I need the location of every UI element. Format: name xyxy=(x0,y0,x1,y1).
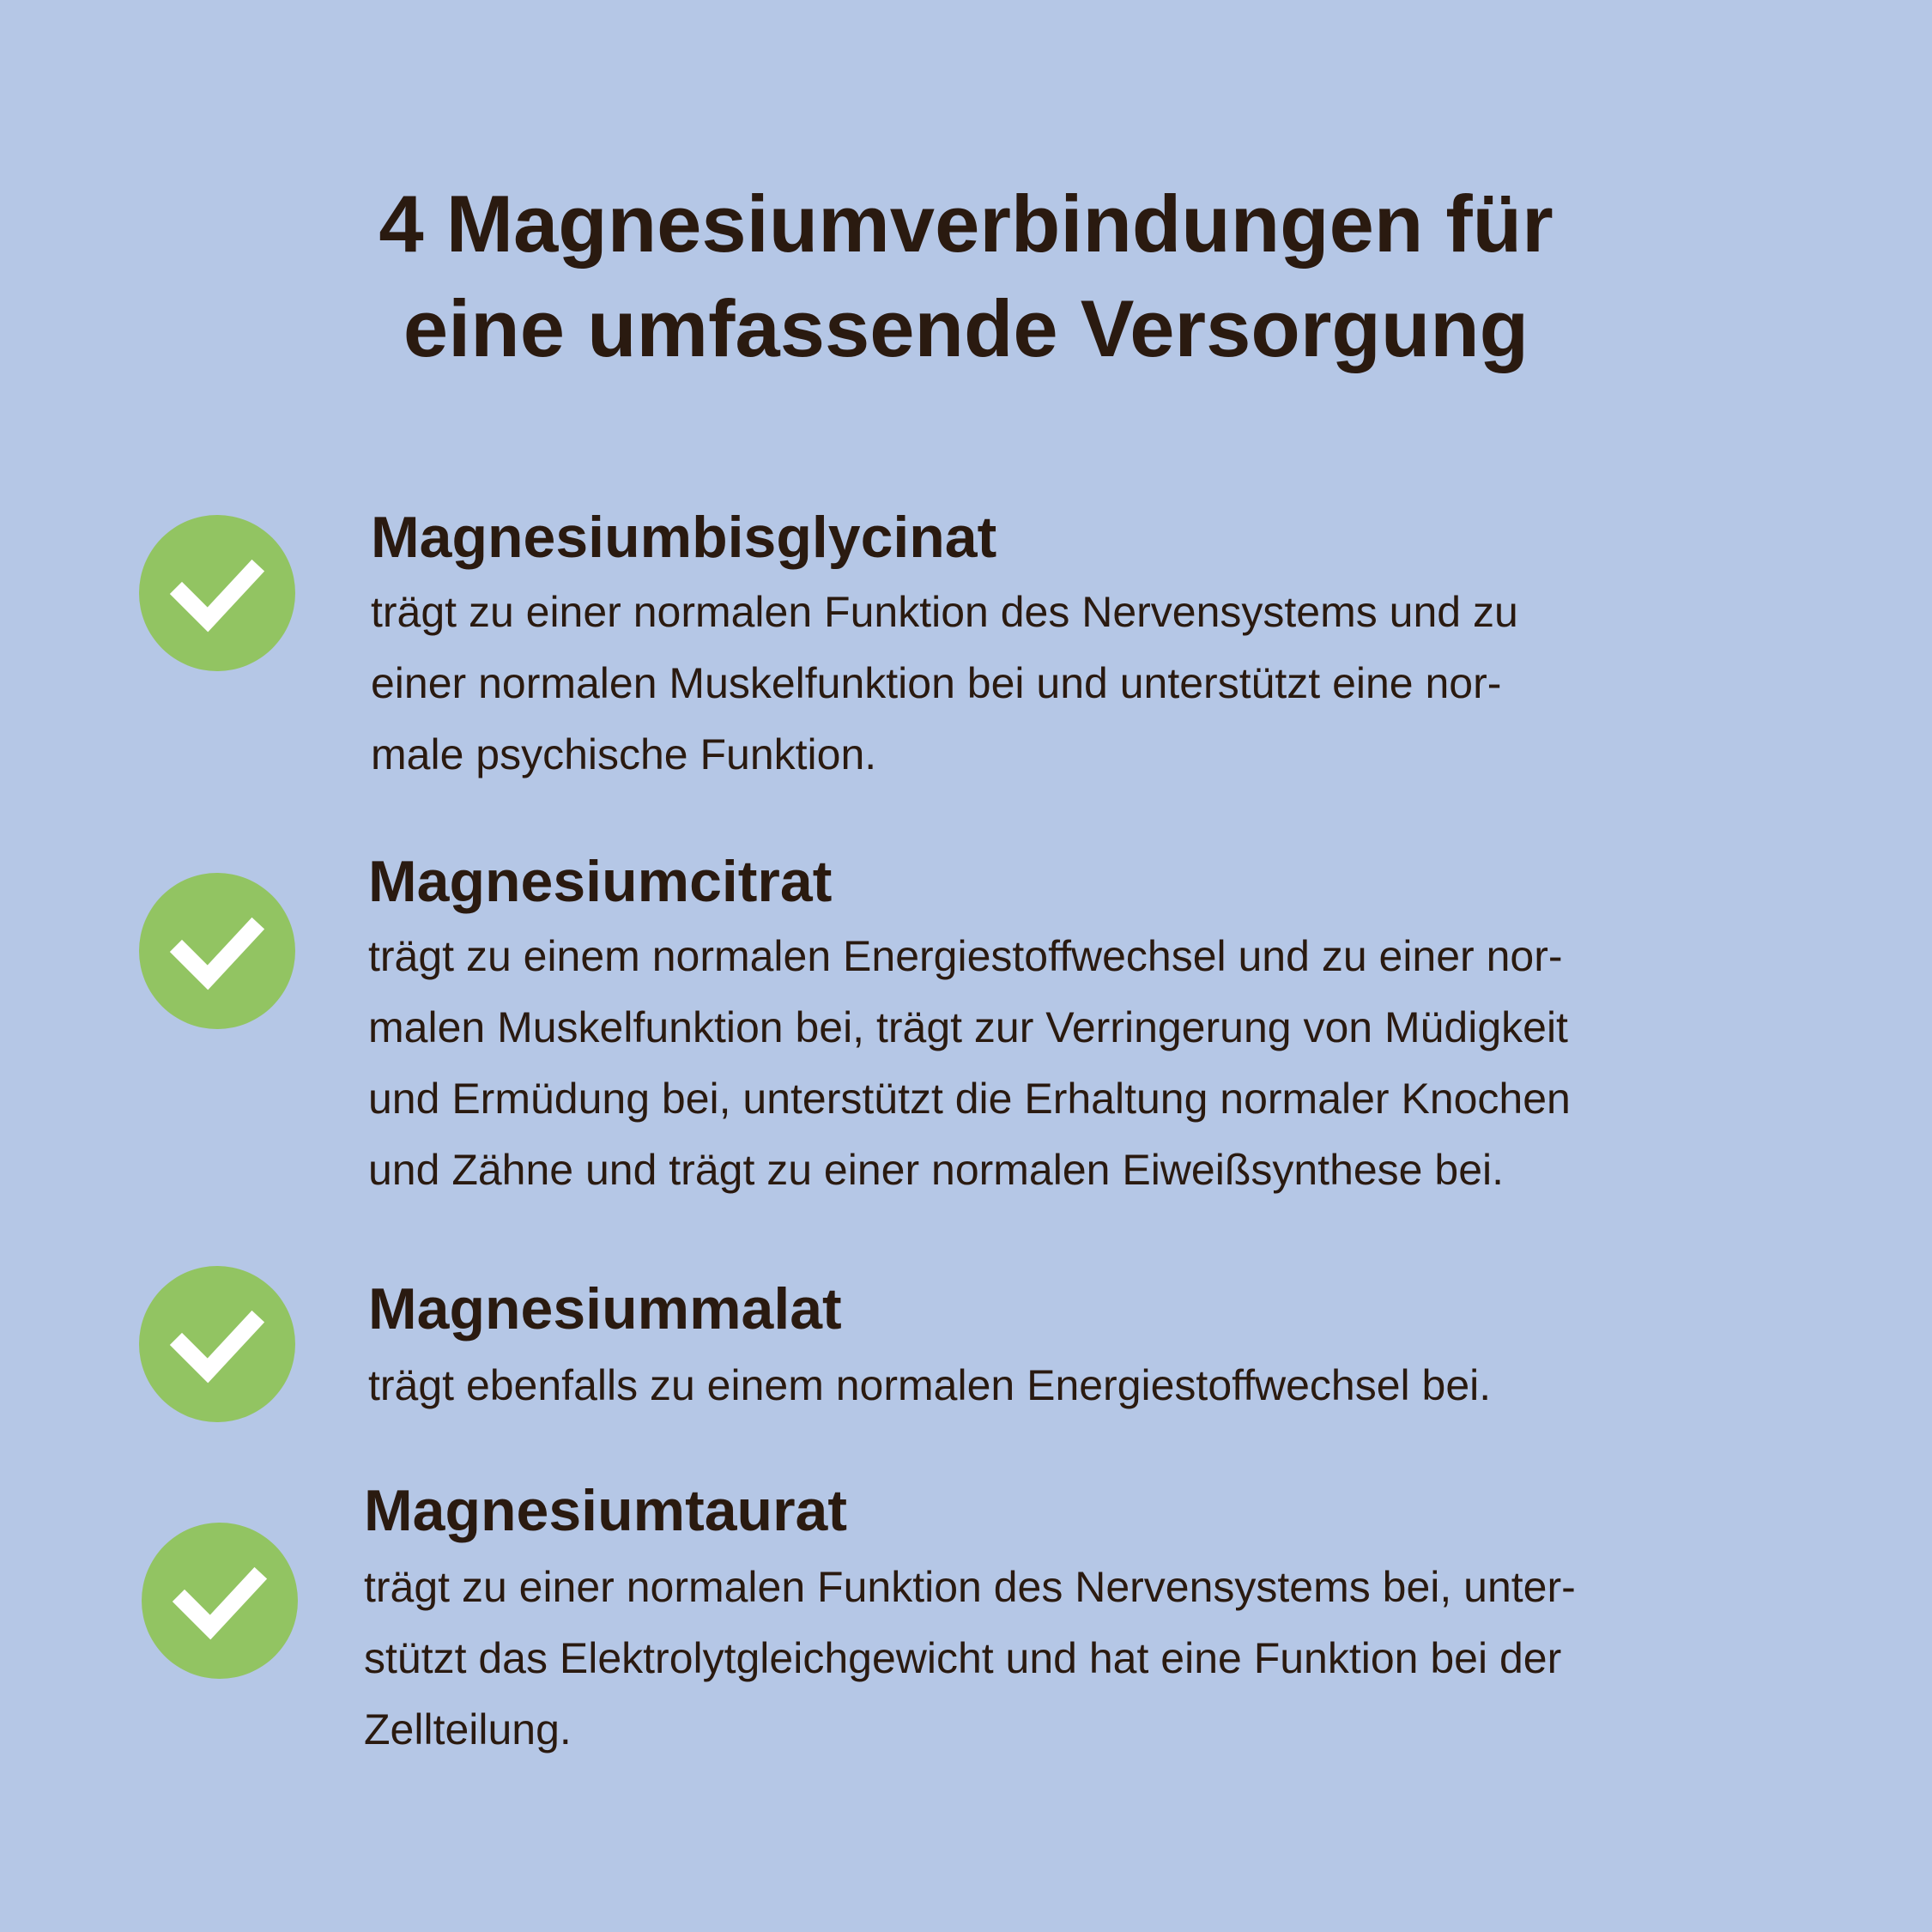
item-description-line: malen Muskelfunktion bei, trägt zur Verringerung von Müdigkeit xyxy=(368,1003,1568,1051)
item-title: Magnesiumtaurat xyxy=(364,1478,847,1543)
page-title-line-1: 4 Magnesiumverbindungen für xyxy=(379,179,1553,269)
page-title xyxy=(0,172,1932,381)
item-description-line: und Zähne und trägt zu einer normalen Eiweißsynthese bei. xyxy=(368,1146,1504,1194)
item-description xyxy=(368,1350,1784,1421)
check-circle-icon xyxy=(142,1523,298,1679)
item-description-line: trägt zu einer normalen Funktion des Nervensystems bei, unter- xyxy=(364,1563,1576,1611)
item-title: Magnesiumbisglycinat xyxy=(371,505,997,570)
item-description-line: trägt zu einem normalen Energiestoffwechsel und zu einer nor- xyxy=(368,932,1563,980)
item-description xyxy=(368,921,1784,1206)
item-description xyxy=(371,577,1787,790)
page-title-line-2: eine umfassende Versorgung xyxy=(403,283,1529,373)
item-description-line: trägt zu einer normalen Funktion des Nervensystems und zu xyxy=(371,588,1518,636)
item-description-line: und Ermüdung bei, unterstützt die Erhaltung normaler Knochen xyxy=(368,1075,1571,1123)
item-description-line: stützt das Elektrolytgleichgewicht und hat eine Funktion bei der xyxy=(364,1634,1562,1682)
check-circle-icon xyxy=(139,1266,295,1422)
check-circle-icon xyxy=(139,873,295,1029)
check-circle-icon xyxy=(139,515,295,671)
item-description-line: Zellteilung. xyxy=(364,1705,572,1753)
item-description-line: trägt ebenfalls zu einem normalen Energiestoffwechsel bei. xyxy=(368,1361,1492,1409)
item-description xyxy=(364,1552,1780,1765)
item-title: Magnesiumcitrat xyxy=(368,849,833,914)
item-title: Magnesiummalat xyxy=(368,1276,842,1341)
item-description-line: male psychische Funktion. xyxy=(371,730,877,778)
item-description-line: einer normalen Muskelfunktion bei und unterstützt eine nor- xyxy=(371,659,1502,707)
